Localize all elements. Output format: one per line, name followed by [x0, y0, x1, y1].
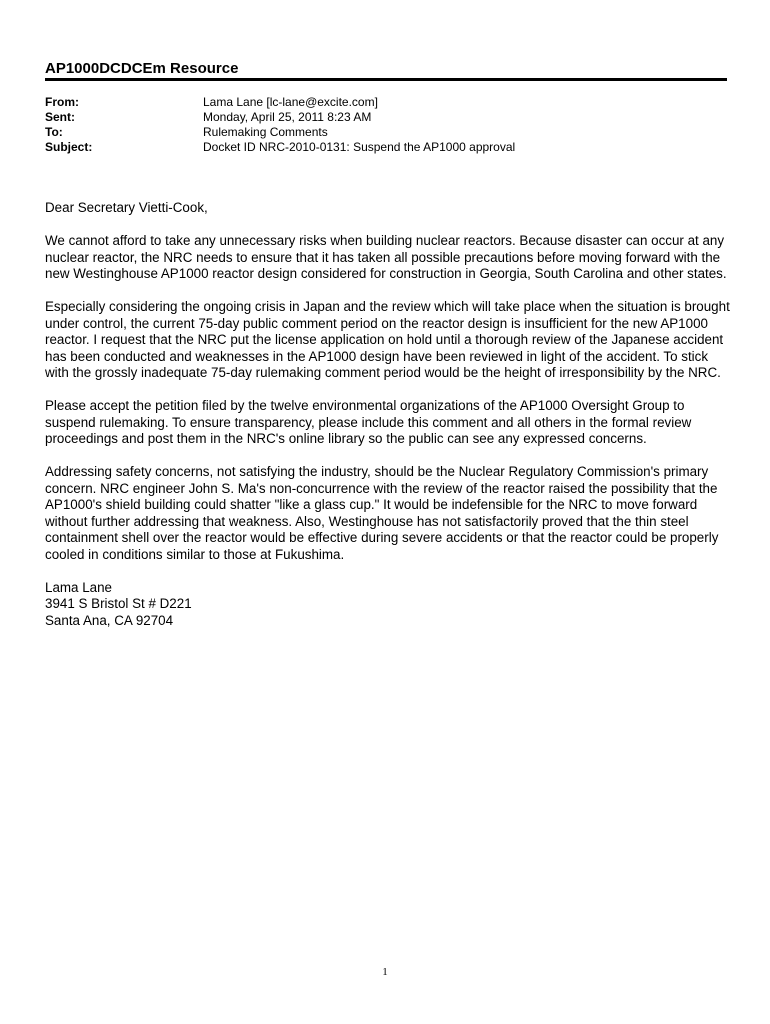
- from-label: From:: [45, 95, 79, 109]
- resource-title: AP1000DCDCEm Resource: [45, 60, 239, 77]
- to-label: To:: [45, 125, 63, 139]
- header-row-subject: [45, 140, 727, 155]
- subject-label: Subject:: [45, 140, 93, 154]
- header-row-to: [45, 125, 727, 140]
- title-divider: [45, 78, 727, 81]
- salutation: Dear Secretary Vietti-Cook,: [45, 200, 208, 215]
- paragraph-2: Especially considering the ongoing crisis in Japan and the review which will take place when the situation is brought under control, the current 75-day public comment period on the reactor design is insufficient for the new AP1000 reactor. I request that the NRC put the license application on hold until a thorough review of the Japanese accident has been conducted and weaknesses in the AP1000 design have been reviewed in light of the accident. To stick with the grossly inadequate 75-day rulemaking comment period would be the height of irresponsibility by the NRC.: [45, 299, 730, 380]
- subject-value: Docket ID NRC-2010-0131: Suspend the AP1000 approval: [203, 140, 516, 154]
- header-row-from: [45, 95, 727, 110]
- sent-value: Monday, April 25, 2011 8:23 AM: [203, 110, 372, 124]
- signature-block: [45, 580, 735, 630]
- from-value: Lama Lane [lc-lane@excite.com]: [203, 95, 378, 109]
- signature-name: Lama Lane: [45, 579, 113, 595]
- email-header: [45, 95, 727, 155]
- paragraph-3: Please accept the petition filed by the twelve environmental organizations of the AP1000 Oversight Group to suspend rulemaking. To ensure transparency, please include this comment and all others in the formal review proceedings and post them in the NRC's online library so the public can see any expressed concerns.: [45, 398, 692, 446]
- page-number: 1: [382, 966, 388, 978]
- header-row-sent: [45, 110, 727, 125]
- sent-label: Sent:: [45, 110, 75, 124]
- letter-body: [45, 200, 735, 629]
- paragraph-4: Addressing safety concerns, not satisfying the industry, should be the Nuclear Regulatory Commission's primary concern. NRC engineer John S. Ma's non-concurrence with the review of the reactor raised the possibility that the AP1000's shield building could shatter "like a glass cup." It would be indefensible for the NRC to move forward without further addressing that weakness. Also, Westinghouse has not satisfactorily proved that the thin steel containment shell over the reactor would be effective during severe accidents or that the reactor could be properly cooled in conditions similar to those at Fukushima.: [45, 464, 719, 562]
- to-value: Rulemaking Comments: [203, 125, 328, 139]
- signature-street: 3941 S Bristol St # D221: [45, 596, 192, 611]
- paragraph-1: We cannot afford to take any unnecessary risks when building nuclear reactors. Because disaster can occur at any nuclear reactor, the NRC needs to ensure that it has taken all possible precautions before moving forward with the new Westinghouse AP1000 reactor design considered for construction in Georgia, South Carolina and other states.: [45, 233, 727, 281]
- signature-city: Santa Ana, CA 92704: [45, 612, 174, 628]
